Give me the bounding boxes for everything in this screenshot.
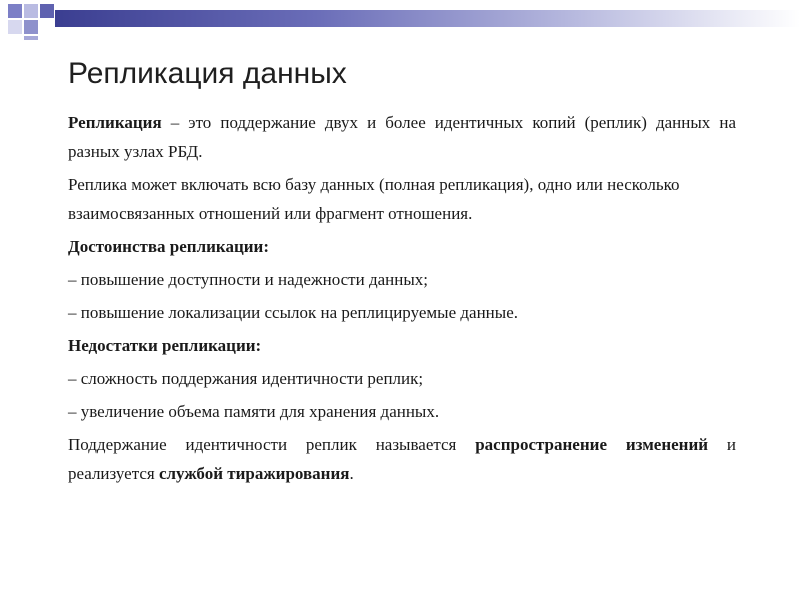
decor-square xyxy=(8,4,22,18)
definition-text: – это поддержание двух и более идентичных копий (реплик) данных на разных узлах РБД. xyxy=(68,113,736,161)
advantage-item: – повышение доступности и надежности данных; xyxy=(68,270,428,289)
decor-square xyxy=(24,20,38,34)
decor-square xyxy=(40,4,54,18)
disadvantages-heading: Недостатки репликации: xyxy=(68,336,262,355)
header-gradient-band xyxy=(55,10,800,27)
advantage-item: – повышение локализации ссылок на реплицируемые данные. xyxy=(68,303,518,322)
disadvantage-item: – увеличение объема памяти для хранения данных. xyxy=(68,402,440,421)
definition-paragraph xyxy=(68,108,736,166)
replica-paragraph: Реплика может включать всю базу данных (полная репликация), одно или несколько взаимосвязанных отношений или фрагмент отношения. xyxy=(68,175,680,223)
slide-body xyxy=(68,108,736,492)
decor-square xyxy=(8,20,22,34)
decor-square xyxy=(24,36,38,40)
decorative-header-bar xyxy=(0,0,800,40)
slide-title: Репликация данных xyxy=(68,57,347,90)
disadvantage-item: – сложность поддержания идентичности реплик; xyxy=(68,369,424,388)
term-replication: Репликация xyxy=(68,113,162,132)
decor-square xyxy=(24,4,38,18)
term-change-propagation: распространение изменений xyxy=(475,435,709,454)
term-replication-service: службой тиражирования xyxy=(158,464,350,483)
advantages-heading: Достоинства репликации: xyxy=(68,237,269,256)
conclusion-paragraph: Поддержание идентичности реплик называется распространение изменений и реализуется службой тиражирования. xyxy=(68,435,736,483)
